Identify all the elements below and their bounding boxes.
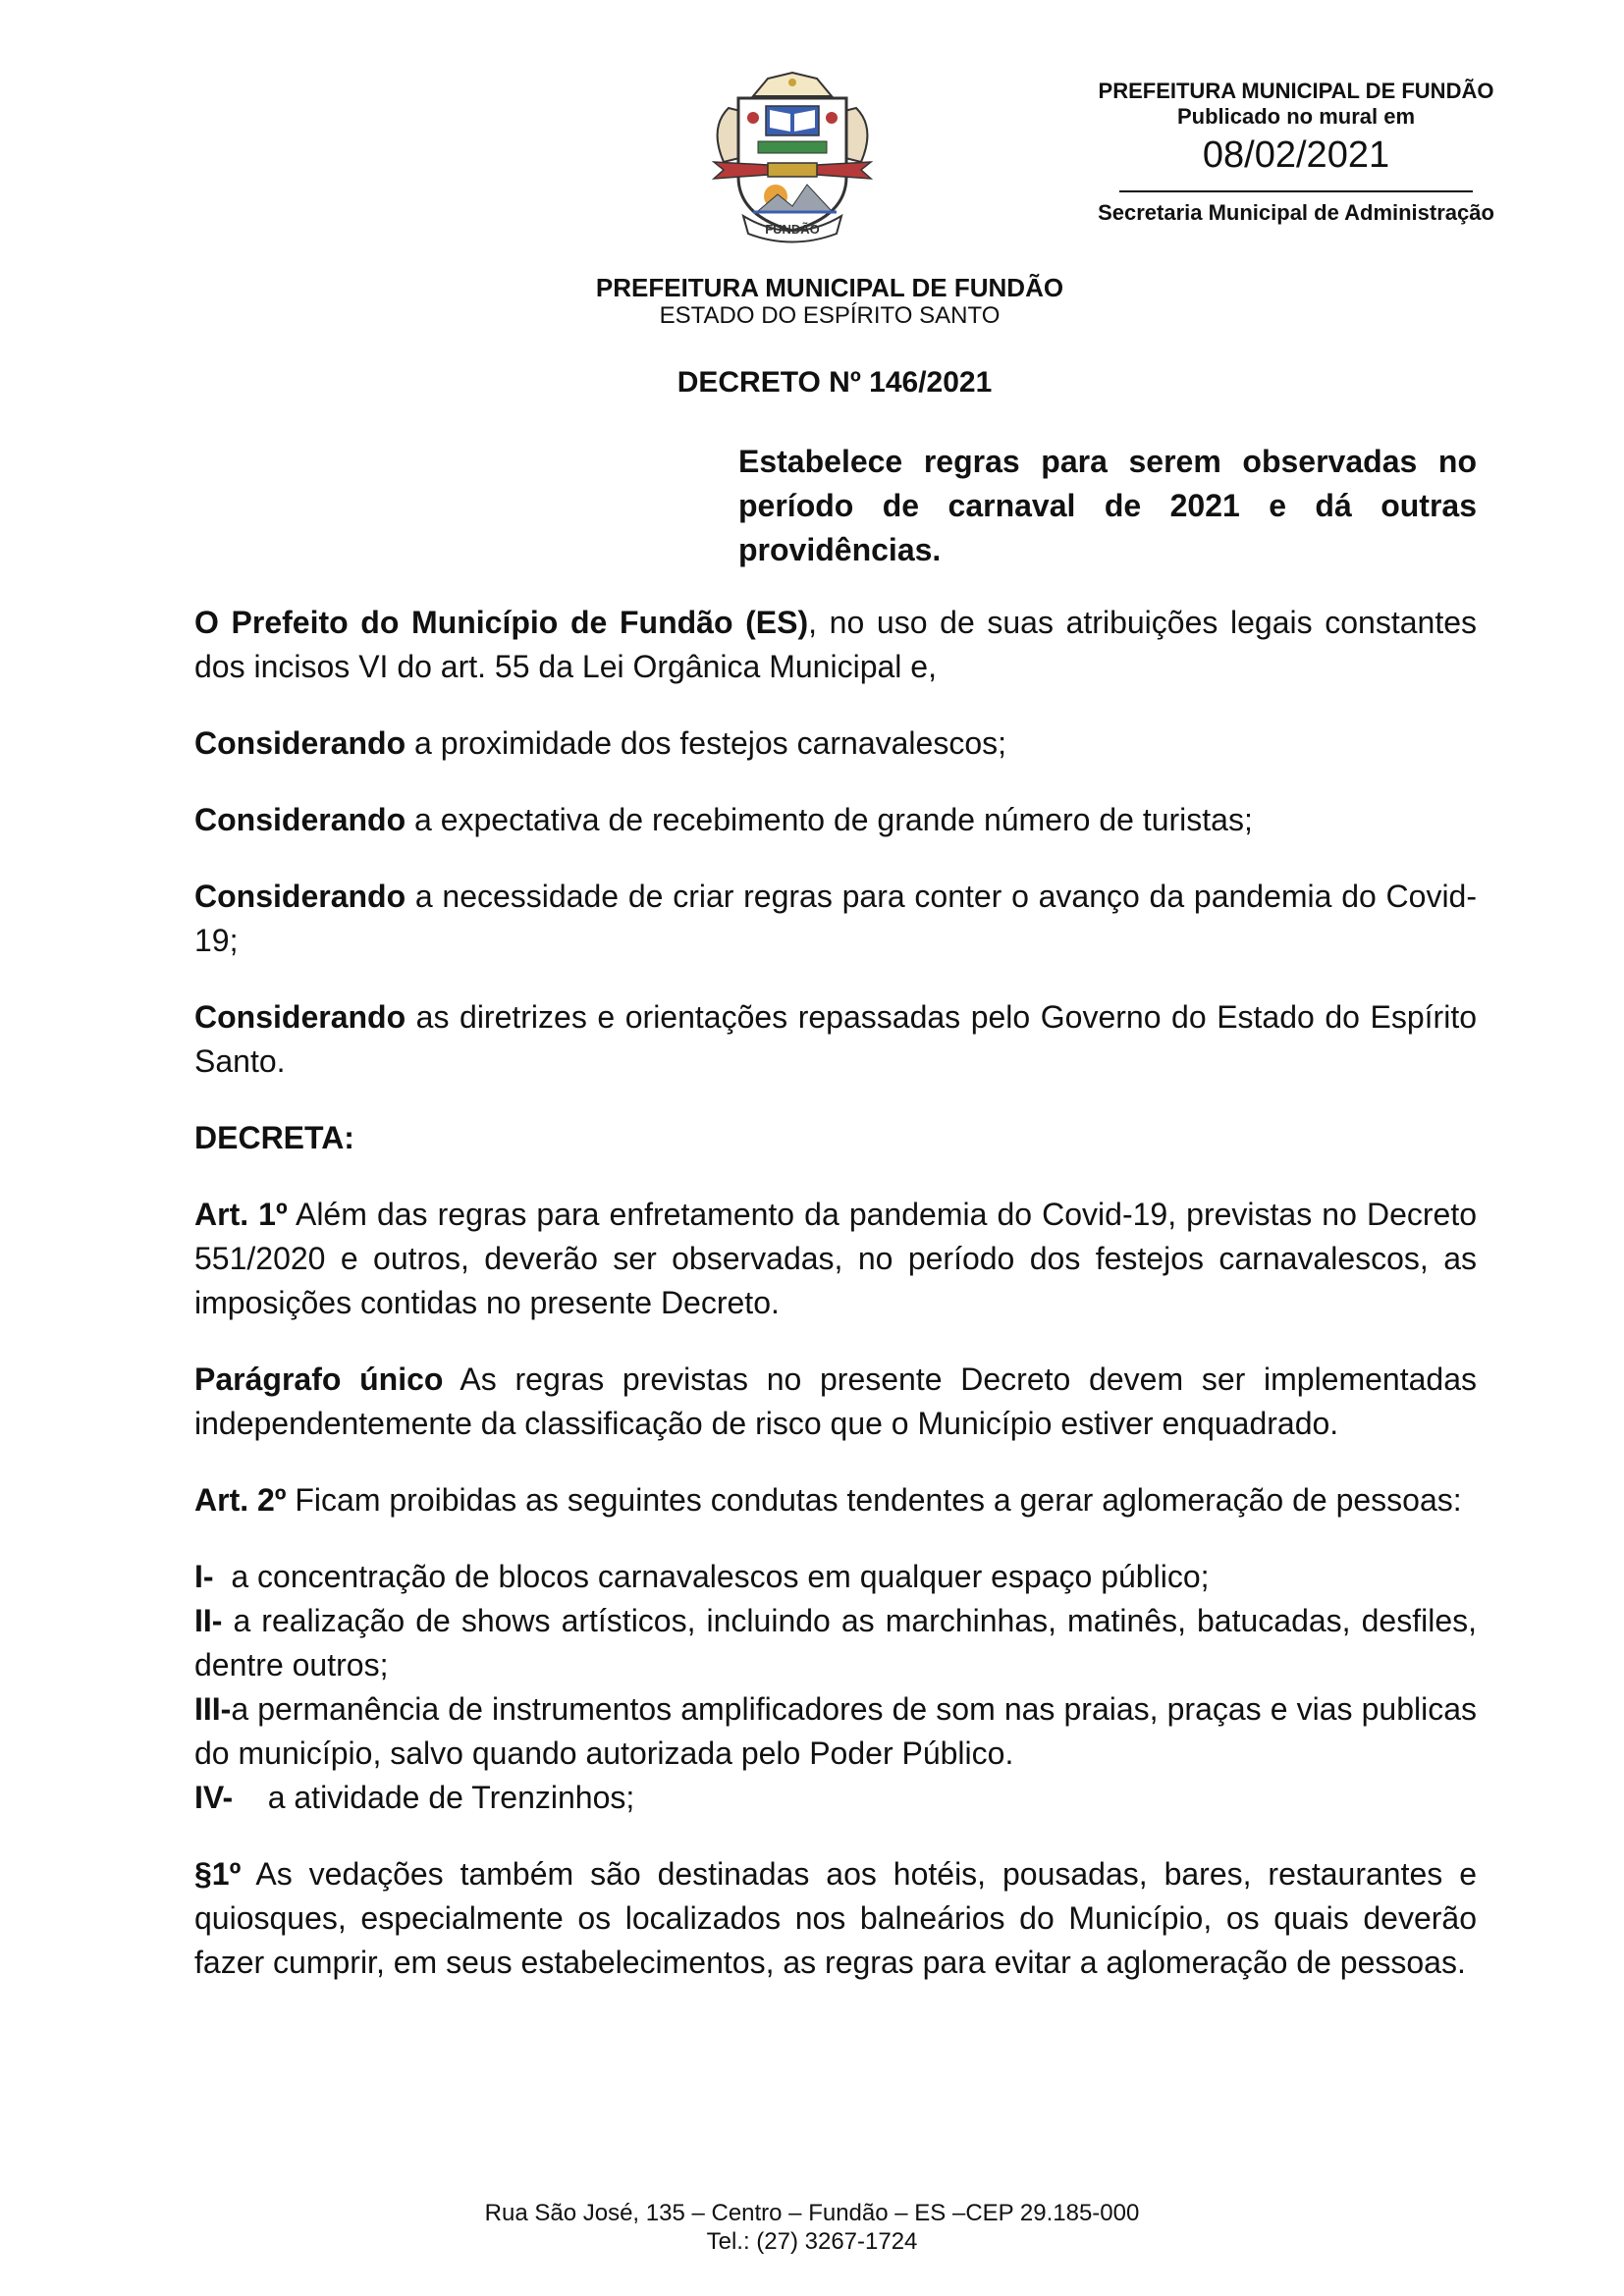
article-2-label: Art. 2º xyxy=(194,1482,287,1518)
preamble-text: , no uso de suas atribuições legais constantes dos incisos VI do art. 55 da Lei Orgânica Municipal e, xyxy=(194,605,1478,684)
paragrafo-unico xyxy=(194,1358,1477,1446)
paragrafo-1-text: As vedações também são destinadas aos hotéis, pousadas, bares, restaurantes e quiosques, especialmente os localizados nos balneários do Município, os quais deverão fazer cumprir, em seus estabelecimentos, as regras para evitar a aglomeração de pessoas. xyxy=(194,1856,1477,1980)
considerando-paragraph xyxy=(194,798,1477,842)
inciso-text: a permanência de instrumentos amplificadores de som nas praias, praças e vias publicas do município, salvo quando autorizada pelo Poder Público. xyxy=(194,1691,1477,1771)
paragrafo-1 xyxy=(194,1852,1477,1985)
considerando-text: as diretrizes e orientações repassadas pelo Governo do Estado do Espírito Santo. xyxy=(194,999,1477,1079)
considerando-text: a necessidade de criar regras para conter o avanço da pandemia do Covid-19; xyxy=(194,879,1477,958)
considerando-label: Considerando xyxy=(194,999,406,1035)
considerando-paragraph xyxy=(194,995,1477,1084)
header-state: ESTADO DO ESPÍRITO SANTO xyxy=(659,302,1001,329)
publication-stamp xyxy=(1065,79,1527,226)
page-footer xyxy=(419,2199,1205,2256)
decreta-heading xyxy=(194,1116,1477,1160)
inciso-item xyxy=(194,1599,1477,1687)
incisos-list xyxy=(194,1555,1477,1820)
inciso-text: a realização de shows artísticos, incluindo as marchinhas, matinês, batucadas, desfiles, dentre outros; xyxy=(194,1603,1477,1682)
inciso-item xyxy=(194,1687,1477,1776)
stamp-date: 08/02/2021 xyxy=(1202,134,1390,176)
considerando-text: a expectativa de recebimento de grande número de turistas; xyxy=(406,802,1253,837)
inciso-label: II- xyxy=(194,1603,223,1638)
article-2 xyxy=(194,1478,1477,1522)
inciso-text: a atividade de Trenzinhos; xyxy=(233,1780,635,1815)
article-1-text: Além das regras para enfretamento da pandemia do Covid-19, previstas no Decreto 551/2020 e outros, deverão ser observadas, no período dos festejos carnavalescos, as imposições contidas no presente Decreto. xyxy=(194,1197,1478,1320)
decreta-label: DECRETA: xyxy=(194,1120,354,1155)
footer-phone: Tel.: (27) 3267-1724 xyxy=(706,2228,918,2255)
stamp-signature-line xyxy=(1119,190,1473,192)
decree-body xyxy=(194,601,1477,2017)
considerando-paragraph xyxy=(194,875,1477,963)
stamp-organization: PREFEITURA MUNICIPAL DE FUNDÃO xyxy=(1098,79,1494,103)
article-2-text: Ficam proibidas as seguintes condutas tendentes a gerar aglomeração de pessoas: xyxy=(286,1482,1462,1518)
paragrafo-unico-label: Parágrafo único xyxy=(194,1362,444,1397)
inciso-text: a concentração de blocos carnavalescos em qualquer espaço público; xyxy=(213,1559,1210,1594)
preamble-bold: O Prefeito do Município de Fundão (ES) xyxy=(194,605,809,640)
paragrafo-unico-text: As regras previstas no presente Decreto devem ser implementadas independentemente da classificação de risco que o Município estiver enquadrado. xyxy=(194,1362,1478,1441)
article-1-label: Art. 1º xyxy=(194,1197,288,1232)
considerando-text: a proximidade dos festejos carnavalescos; xyxy=(406,725,1006,761)
crest-emblem-icon xyxy=(699,69,886,245)
inciso-item xyxy=(194,1776,1477,1820)
considerando-label: Considerando xyxy=(194,725,406,761)
article-1 xyxy=(194,1193,1477,1325)
municipal-crest-logo xyxy=(699,69,886,245)
stamp-published-label: Publicado no mural em xyxy=(1176,104,1416,129)
decree-title: DECRETO Nº 146/2021 xyxy=(677,366,993,399)
decree-summary: Estabelece regras para serem observadas no período de carnaval de 2021 e dá outras providências. xyxy=(738,444,1477,567)
paragrafo-1-label: §1º xyxy=(194,1856,242,1892)
inciso-label: I- xyxy=(194,1559,214,1594)
footer-address: Rua São José, 135 – Centro – Fundão – ES –CEP 29.185-000 xyxy=(484,2200,1140,2226)
considerando-label: Considerando xyxy=(194,879,406,914)
stamp-department: Secretaria Municipal de Administração xyxy=(1098,200,1494,225)
crest-banner-text: FUNDÃO xyxy=(765,222,820,237)
considerando-label: Considerando xyxy=(194,802,406,837)
preamble-paragraph xyxy=(194,601,1477,689)
considerando-paragraph xyxy=(194,721,1477,766)
document-header xyxy=(491,273,1168,330)
header-organization: PREFEITURA MUNICIPAL DE FUNDÃO xyxy=(595,273,1064,302)
inciso-label: III- xyxy=(194,1691,232,1727)
inciso-item xyxy=(194,1555,1477,1599)
inciso-label: IV- xyxy=(194,1780,234,1815)
